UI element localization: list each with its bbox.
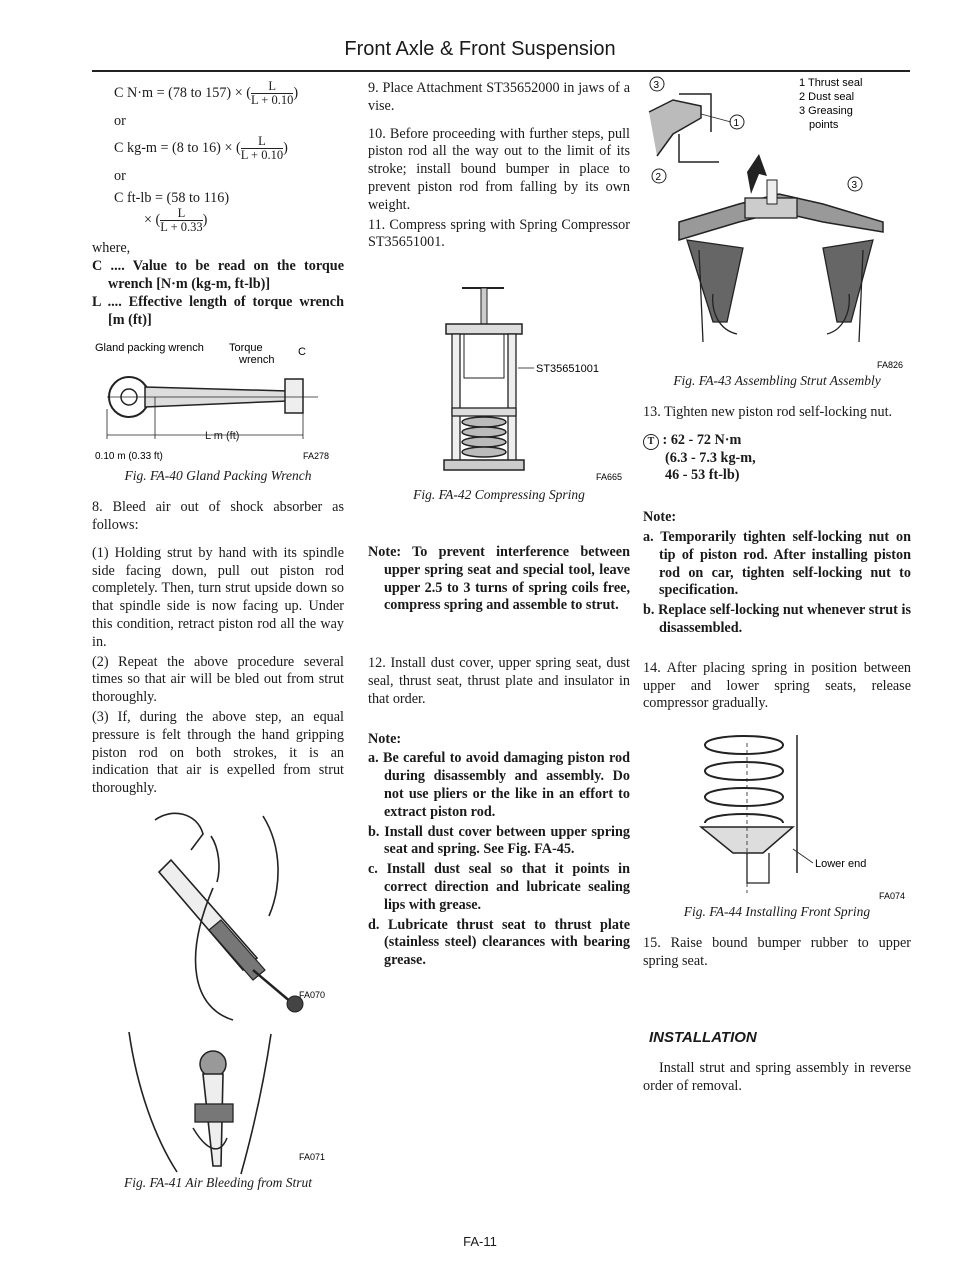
step-14: 14. After placing spring in position between upper and lower spring seats, release compressor gradually. bbox=[643, 659, 911, 712]
note-2-c: c. Install dust seal so that it points in correct direction and lubricate sealing lips with grease. bbox=[368, 861, 630, 913]
fig40-code: FA278 bbox=[303, 451, 330, 462]
fig43-code: FA826 bbox=[877, 360, 904, 370]
fig42-code: FA665 bbox=[596, 472, 623, 483]
figure-assembling-strut bbox=[643, 72, 911, 372]
fig44-caption: Fig. FA-44 Installing Front Spring bbox=[683, 904, 871, 920]
formula-ftlb-line1: C ft-lb = (58 to 116) bbox=[114, 189, 230, 206]
column-right bbox=[643, 77, 911, 1106]
step-8-2: (2) Repeat the above procedure several times so that air will be bled out from strut thoroughly. bbox=[92, 653, 344, 706]
legend-1: 1 Thrust seal bbox=[799, 77, 863, 89]
fig44-code: FA074 bbox=[879, 891, 906, 902]
figure-compressing-spring bbox=[368, 268, 630, 482]
torque-spec: T : 62 - 72 N·m (6.3 - 7.3 kg-m, 46 - 53 ft-lb) bbox=[643, 432, 911, 486]
figure-air-bleeding-strut bbox=[93, 808, 343, 1178]
legend-2: 2 Dust seal bbox=[799, 91, 855, 103]
figure-gland-packing-wrench bbox=[93, 339, 343, 463]
installation-text: Install strut and spring assembly in reverse order of removal. bbox=[643, 1060, 911, 1095]
callout-1: 1 bbox=[733, 118, 740, 129]
note-3-a: a. Temporarily tighten self-locking nut on tip of piston rod. After installing piston rod on car, tighten self-locking nut to specification. bbox=[643, 528, 911, 599]
fig41-code-a: FA070 bbox=[299, 989, 326, 1000]
formula-nm: C N·m = (78 to 157) × ( $\frac{L}{L + 0.10}$ ) bbox=[114, 79, 299, 107]
fig40-gland-label: Gland packing wrench bbox=[95, 342, 204, 355]
step-15: 15. Raise bound bumper rubber to upper spring seat. bbox=[643, 934, 911, 969]
or-2: or bbox=[114, 167, 126, 184]
step-13: 13. Tighten new piston rod self-locking nut. bbox=[643, 403, 893, 420]
page-header: Front Axle & Front Suspension bbox=[344, 38, 616, 60]
figure-installing-spring bbox=[643, 723, 911, 903]
fig43-caption: Fig. FA-43 Assembling Strut Assembly bbox=[673, 373, 881, 388]
callout-3a: 3 bbox=[653, 80, 660, 91]
formula-kgm: C kg-m = (8 to 16) × ( $\frac{L}{L + 0.10}$ ) bbox=[114, 133, 288, 162]
torque-icon: T bbox=[643, 434, 659, 450]
formula-ftlb-line2: × ( $\frac{L}{L + 0.33}$ ) bbox=[144, 206, 208, 235]
note-2-b: b. Install dust cover between upper spring seat and spring. See Fig. FA-45. bbox=[368, 823, 630, 858]
definition-c: C .... Value to be read on the torque wrench [N·m (kg-m, ft-lb)] bbox=[92, 258, 344, 292]
column-middle bbox=[368, 80, 630, 980]
step-10: 10. Before proceeding with further steps, pull piston rod all the way out to the limit of its stroke; install bound bumper in place to prevent piston rod from falling by its own weight. bbox=[368, 125, 630, 213]
step-8-1: (1) Holding strut by hand with its spindle side facing down, pull out piston rod completely. Then, turn strut upside down so that spindle side is now facing up. Under this condition, retract piston rod all the way in. bbox=[92, 544, 344, 650]
fig40-torque-label: Torque bbox=[229, 342, 263, 355]
note-2-a: a. Be careful to avoid damaging piston rod during disassembly and assembly. Do not use pliers or the like in an effort to extract piston rod. bbox=[368, 750, 630, 820]
note-1: Note: To prevent interference between upper spring seat and special tool, leave upper 2.5 to 3 turns of spring coils free, compress spring and assemble to strut. bbox=[368, 543, 630, 614]
fig40-c-label: C bbox=[298, 346, 306, 359]
note-2-d: d. Lubricate thrust seat to thrust plate (stainless steel) clearances with bearing grease. bbox=[368, 916, 630, 969]
fig41-caption: Fig. FA-41 Air Bleeding from Strut bbox=[124, 1174, 312, 1190]
fig40-caption: Fig. FA-40 Gland Packing Wrench bbox=[124, 468, 312, 484]
legend-3: 3 Greasing bbox=[799, 105, 853, 117]
step-12: 12. Install dust cover, upper spring seat, dust seal, thrust seat, thrust plate and insulator in that order. bbox=[368, 655, 630, 707]
fig40-wrench-label: wrench bbox=[239, 354, 275, 367]
or-1: or bbox=[114, 113, 126, 129]
note-3-b: b. Replace self-locking nut whenever strut is disassembled. bbox=[643, 602, 911, 636]
step-8-3: (3) If, during the above step, an equal pressure is felt through the hand gripping piston rod on both strokes, it is an indication that air is expelled from strut thoroughly. bbox=[92, 708, 344, 797]
installation-heading: INSTALLATION bbox=[649, 1028, 757, 1046]
fig42-tool-label: ST35651001 bbox=[536, 363, 599, 376]
step-11: 11. Compress spring with Spring Compressor ST35651001. bbox=[368, 216, 630, 251]
fig44-lower-end: Lower end bbox=[815, 858, 867, 871]
fig42-caption: Fig. FA-42 Compressing Spring bbox=[413, 487, 585, 503]
step-8: 8. Bleed air out of shock absorber as follows: bbox=[92, 499, 344, 533]
fig41-code-b: FA071 bbox=[299, 1151, 326, 1162]
callout-2: 2 bbox=[655, 172, 662, 183]
note-3-title: Note: bbox=[643, 509, 677, 526]
note-2-title: Note: bbox=[368, 730, 402, 747]
legend-3b: points bbox=[809, 119, 839, 131]
page-number: FA-11 bbox=[463, 1234, 497, 1249]
column-left bbox=[92, 80, 344, 1206]
where-label: where, bbox=[92, 240, 131, 257]
fig40-offset-label: 0.10 m (0.33 ft) bbox=[95, 451, 163, 463]
definition-l: L .... Effective length of torque wrench [m (ft)] bbox=[92, 293, 344, 328]
step-9: 9. Place Attachment ST35652000 in jaws of a vise. bbox=[368, 80, 630, 114]
fig40-lm-label: L m (ft) bbox=[205, 430, 240, 443]
callout-3b: 3 bbox=[851, 180, 858, 191]
